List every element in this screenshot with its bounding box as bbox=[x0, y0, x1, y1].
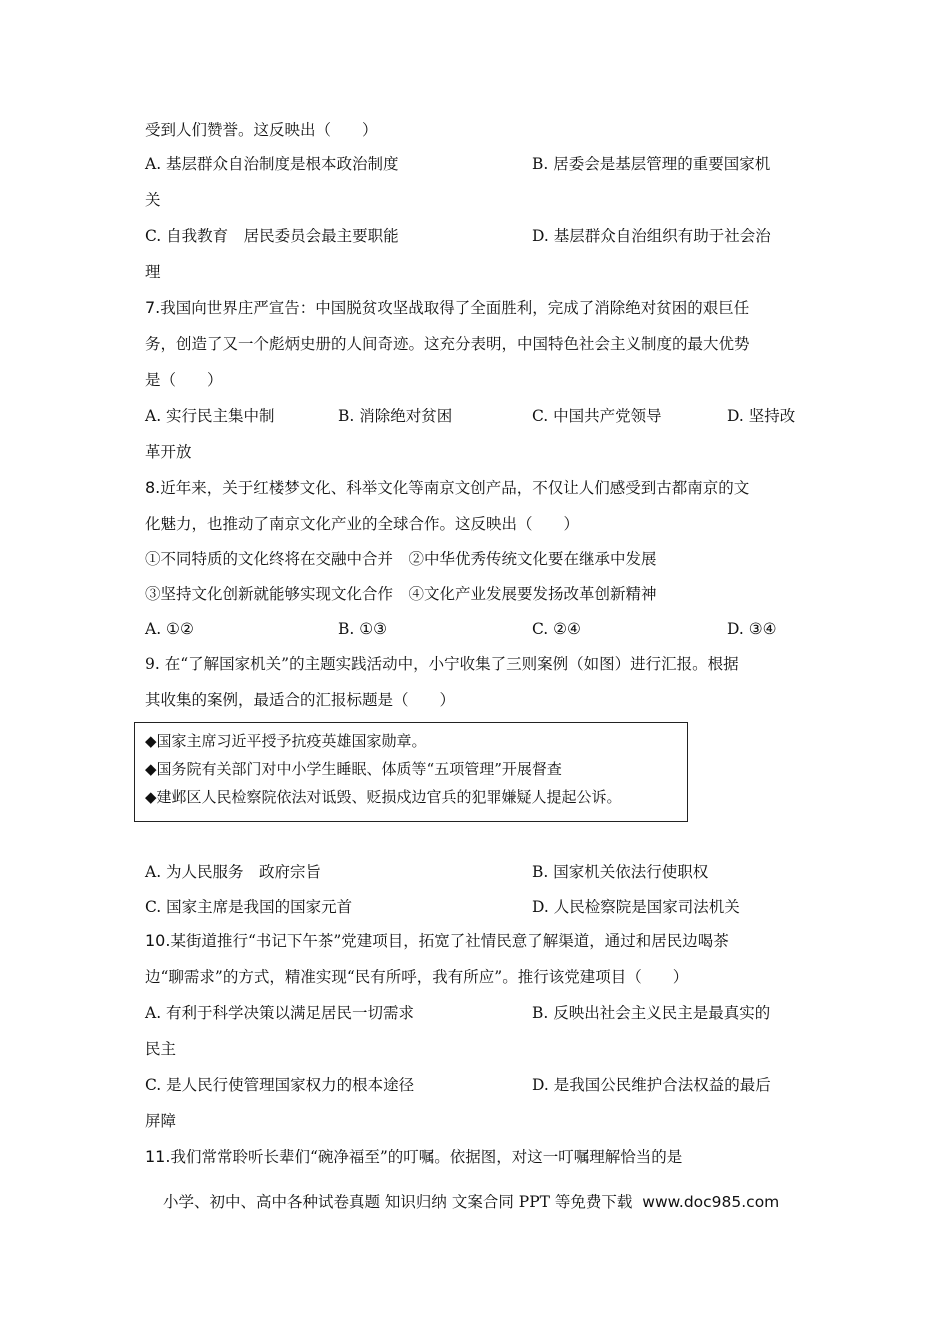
q10-stem-1: 某街道推行“书记下午茶”党建项目，拓宽了社情民意了解渠道，通过和居民边喝茶 bbox=[170, 932, 729, 950]
q7-option-a: A. 实行民主集中制 bbox=[145, 407, 275, 425]
q9-line-1: 9. 在“了解国家机关”的主题实践活动中，小宁收集了三则案例（如图）进行汇报。根据 bbox=[145, 655, 739, 673]
q7-line-1 bbox=[145, 298, 749, 318]
q8-option-b: B. ①③ bbox=[338, 620, 388, 638]
q10-option-d: D. 是我国公民维护合法权益的最后 bbox=[532, 1076, 771, 1094]
q8-stem-1: 近年来，关于红楼梦文化、科举文化等南京文创产品，不仅让人们感受到古都南京的文 bbox=[160, 479, 750, 497]
footer bbox=[163, 1190, 779, 1212]
q7-line-3: 是（ ） bbox=[145, 371, 223, 389]
q10-option-a: A. 有利于科学决策以满足居民一切需求 bbox=[145, 1004, 415, 1022]
q7-number: 7. bbox=[145, 298, 161, 317]
q9-option-d: D. 人民检察院是国家司法机关 bbox=[532, 898, 740, 916]
footer-url: www.doc985.com bbox=[642, 1193, 780, 1211]
q6-option-d: D. 基层群众自治组织有助于社会治 bbox=[532, 227, 771, 245]
q6-option-b-cont: 关 bbox=[145, 191, 161, 209]
q9-case-3: ◆建邺区人民检察院依法对诋毁、贬损戍边官兵的犯罪嫌疑人提起公诉。 bbox=[145, 788, 622, 806]
q6-option-b: B. 居委会是基层管理的重要国家机 bbox=[532, 155, 771, 173]
q8-option-a: A. ①② bbox=[145, 620, 194, 638]
q9-option-a: A. 为人民服务 政府宗旨 bbox=[145, 863, 322, 881]
q9-case-box bbox=[134, 722, 688, 822]
q9-line-2: 其收集的案例，最适合的汇报标题是（ ） bbox=[145, 691, 456, 709]
q6-option-a: A. 基层群众自治制度是根本政治制度 bbox=[145, 155, 399, 173]
q10-option-c: C. 是人民行使管理国家权力的根本途径 bbox=[145, 1076, 415, 1094]
q11-stem-1: 我们常常聆听长辈们“碗净福至”的叮嘱。依据图，对这一叮嘱理解恰当的是 bbox=[170, 1148, 683, 1166]
q10-line-1 bbox=[145, 931, 729, 951]
q9-option-c: C. 国家主席是我国的国家元首 bbox=[145, 898, 353, 916]
q9-case-2: ◆国务院有关部门对中小学生睡眠、体质等“五项管理”开展督查 bbox=[145, 760, 562, 778]
q10-number: 10. bbox=[145, 931, 171, 950]
q8-statements-2: ③坚持文化创新就能够实现文化合作 ④文化产业发展要发扬改革创新精神 bbox=[145, 585, 657, 603]
q6-option-c: C. 自我教育 居民委员会最主要职能 bbox=[145, 227, 399, 245]
q7-option-b: B. 消除绝对贫困 bbox=[338, 407, 453, 425]
q11-number: 11. bbox=[145, 1147, 171, 1166]
q10-option-b: B. 反映出社会主义民主是最真实的 bbox=[532, 1004, 771, 1022]
q6-option-d-cont: 理 bbox=[145, 263, 161, 281]
q8-option-d: D. ③④ bbox=[727, 620, 777, 638]
q11-line-1 bbox=[145, 1147, 682, 1167]
q8-option-c: C. ②④ bbox=[532, 620, 581, 638]
q10-option-b-cont: 民主 bbox=[145, 1040, 177, 1058]
q7-option-d-cont: 革开放 bbox=[145, 443, 192, 461]
footer-text: 小学、初中、高中各种试卷真题 知识归纳 文案合同 PPT 等免费下载 bbox=[163, 1193, 633, 1211]
q8-statements-1: ①不同特质的文化终将在交融中合并 ②中华优秀传统文化要在继承中发展 bbox=[145, 550, 657, 568]
q8-line-1 bbox=[145, 478, 749, 498]
q8-number: 8. bbox=[145, 478, 161, 497]
q7-stem-1: 我国向世界庄严宣告：中国脱贫攻坚战取得了全面胜利，完成了消除绝对贫困的艰巨任 bbox=[160, 299, 750, 317]
q10-option-d-cont: 屏障 bbox=[145, 1112, 177, 1130]
q9-case-1: ◆国家主席习近平授予抗疫英雄国家勋章。 bbox=[145, 732, 427, 750]
q6-stem-end: 受到人们赞誉。这反映出（ ） bbox=[145, 121, 378, 139]
q7-option-d: D. 坚持改 bbox=[727, 407, 796, 425]
q7-option-c: C. 中国共产党领导 bbox=[532, 407, 662, 425]
q8-line-2: 化魅力，也推动了南京文化产业的全球合作。这反映出（ ） bbox=[145, 515, 580, 533]
q7-line-2: 务，创造了又一个彪炳史册的人间奇迹。这充分表明，中国特色社会主义制度的最大优势 bbox=[145, 335, 750, 353]
q10-line-2: 边“聊需求”的方式，精准实现“民有所呼，我有所应”。推行该党建项目（ ） bbox=[145, 968, 689, 986]
q9-option-b: B. 国家机关依法行使职权 bbox=[532, 863, 709, 881]
